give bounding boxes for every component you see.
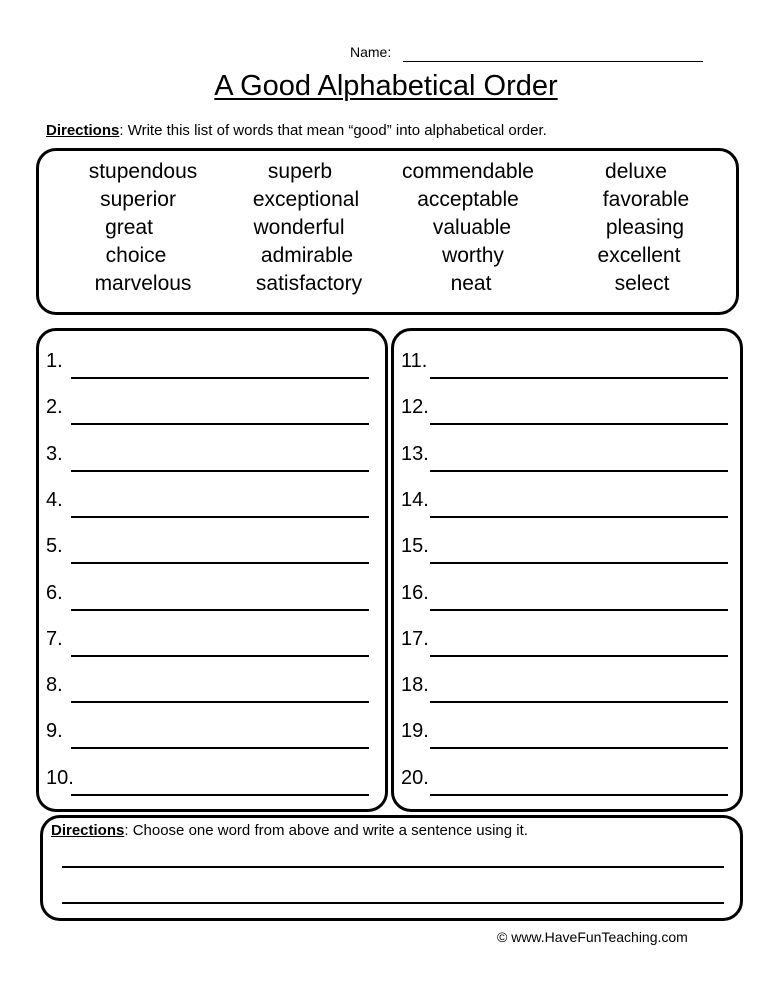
sentence-line[interactable]	[62, 902, 724, 904]
word-bank-item: superb	[267, 160, 333, 183]
answer-blank-line[interactable]	[430, 794, 728, 796]
answer-row	[46, 767, 369, 797]
directions-text: : Write this list of words that mean “good” into alphabetical order.	[119, 122, 547, 139]
answer-number: 8.	[46, 674, 63, 697]
answer-number: 4.	[46, 488, 63, 511]
answer-number: 15.	[401, 535, 429, 558]
answer-number: 3.	[46, 442, 63, 465]
answer-number: 20.	[401, 766, 429, 789]
word-bank-item: select	[614, 272, 670, 295]
answer-blank-line[interactable]	[430, 655, 728, 657]
answer-row	[46, 720, 369, 750]
word-bank-item: worthy	[442, 244, 504, 267]
answer-blank-line[interactable]	[430, 609, 728, 611]
word-bank-item: valuable	[432, 216, 512, 239]
answer-blank-line[interactable]	[430, 470, 728, 472]
word-bank-item: neat	[450, 272, 492, 295]
answer-blank-line[interactable]	[430, 377, 728, 379]
answer-number: 17.	[401, 627, 429, 650]
word-bank-item: great	[105, 216, 153, 239]
answer-blank-line[interactable]	[430, 423, 728, 425]
answer-number: 6.	[46, 581, 63, 604]
name-blank-line[interactable]	[403, 61, 703, 62]
answer-row	[46, 535, 369, 565]
answer-row	[46, 628, 369, 658]
answer-row	[401, 350, 728, 380]
answer-row	[401, 489, 728, 519]
answer-blank-line[interactable]	[430, 701, 728, 703]
answer-row	[401, 535, 728, 565]
worksheet-title: A Good Alphabetical Order	[214, 70, 558, 102]
answer-number: 19.	[401, 720, 429, 743]
answer-blank-line[interactable]	[430, 747, 728, 749]
answer-number: 13.	[401, 442, 429, 465]
answer-number: 18.	[401, 674, 429, 697]
answer-blank-line[interactable]	[71, 747, 369, 749]
answer-row	[401, 396, 728, 426]
answer-blank-line[interactable]	[71, 423, 369, 425]
word-bank-item: admirable	[260, 244, 354, 267]
answer-blank-line[interactable]	[71, 562, 369, 564]
word-bank-item: commendable	[402, 160, 534, 183]
answer-number: 16.	[401, 581, 429, 604]
answer-row	[46, 582, 369, 612]
name-label: Name:	[350, 44, 392, 60]
answer-number: 2.	[46, 396, 63, 419]
answer-blank-line[interactable]	[71, 655, 369, 657]
answer-row	[46, 489, 369, 519]
name-field	[350, 44, 391, 60]
word-bank-item: acceptable	[417, 188, 519, 211]
answer-number: 7.	[46, 627, 63, 650]
word-bank-item: excellent	[597, 244, 681, 267]
answer-number: 10.	[46, 766, 74, 789]
answer-blank-line[interactable]	[71, 470, 369, 472]
answer-number: 11.	[401, 350, 428, 372]
answer-blank-line[interactable]	[71, 794, 369, 796]
word-bank-item: wonderful	[253, 216, 345, 239]
word-bank-item: satisfactory	[255, 272, 363, 295]
answer-row	[46, 443, 369, 473]
directions-label: Directions	[51, 822, 125, 839]
directions-word-list	[46, 122, 547, 139]
answer-blank-line[interactable]	[71, 377, 369, 379]
word-bank-item: favorable	[602, 188, 690, 211]
answer-number: 1.	[46, 350, 63, 372]
directions-sentence	[51, 822, 528, 839]
answer-number: 5.	[46, 535, 63, 558]
answer-row	[401, 720, 728, 750]
answer-row	[401, 674, 728, 704]
directions-text: : Choose one word from above and write a sentence using it.	[124, 822, 528, 839]
answer-row	[401, 628, 728, 658]
answer-row	[46, 396, 369, 426]
word-bank-item: marvelous	[94, 272, 192, 295]
word-bank-item: superior	[100, 188, 176, 211]
answer-blank-line[interactable]	[430, 562, 728, 564]
directions-label: Directions	[46, 122, 120, 139]
word-bank-item: pleasing	[605, 216, 685, 239]
answer-number: 14.	[401, 488, 429, 511]
sentence-line[interactable]	[62, 866, 724, 868]
answer-row	[401, 582, 728, 612]
answer-row	[401, 443, 728, 473]
answer-row	[46, 674, 369, 704]
answer-row	[401, 767, 728, 797]
answer-blank-line[interactable]	[71, 609, 369, 611]
answer-blank-line[interactable]	[430, 516, 728, 518]
answer-number: 12.	[401, 396, 429, 419]
word-bank-item: choice	[105, 244, 167, 267]
word-bank-item: exceptional	[252, 188, 360, 211]
answer-blank-line[interactable]	[71, 516, 369, 518]
word-bank-item: stupendous	[88, 160, 198, 183]
answer-number: 9.	[46, 720, 63, 743]
answer-blank-line[interactable]	[71, 701, 369, 703]
answer-row	[46, 350, 369, 380]
copyright: © www.HaveFunTeaching.com	[497, 929, 688, 945]
word-bank-item: deluxe	[605, 160, 667, 183]
